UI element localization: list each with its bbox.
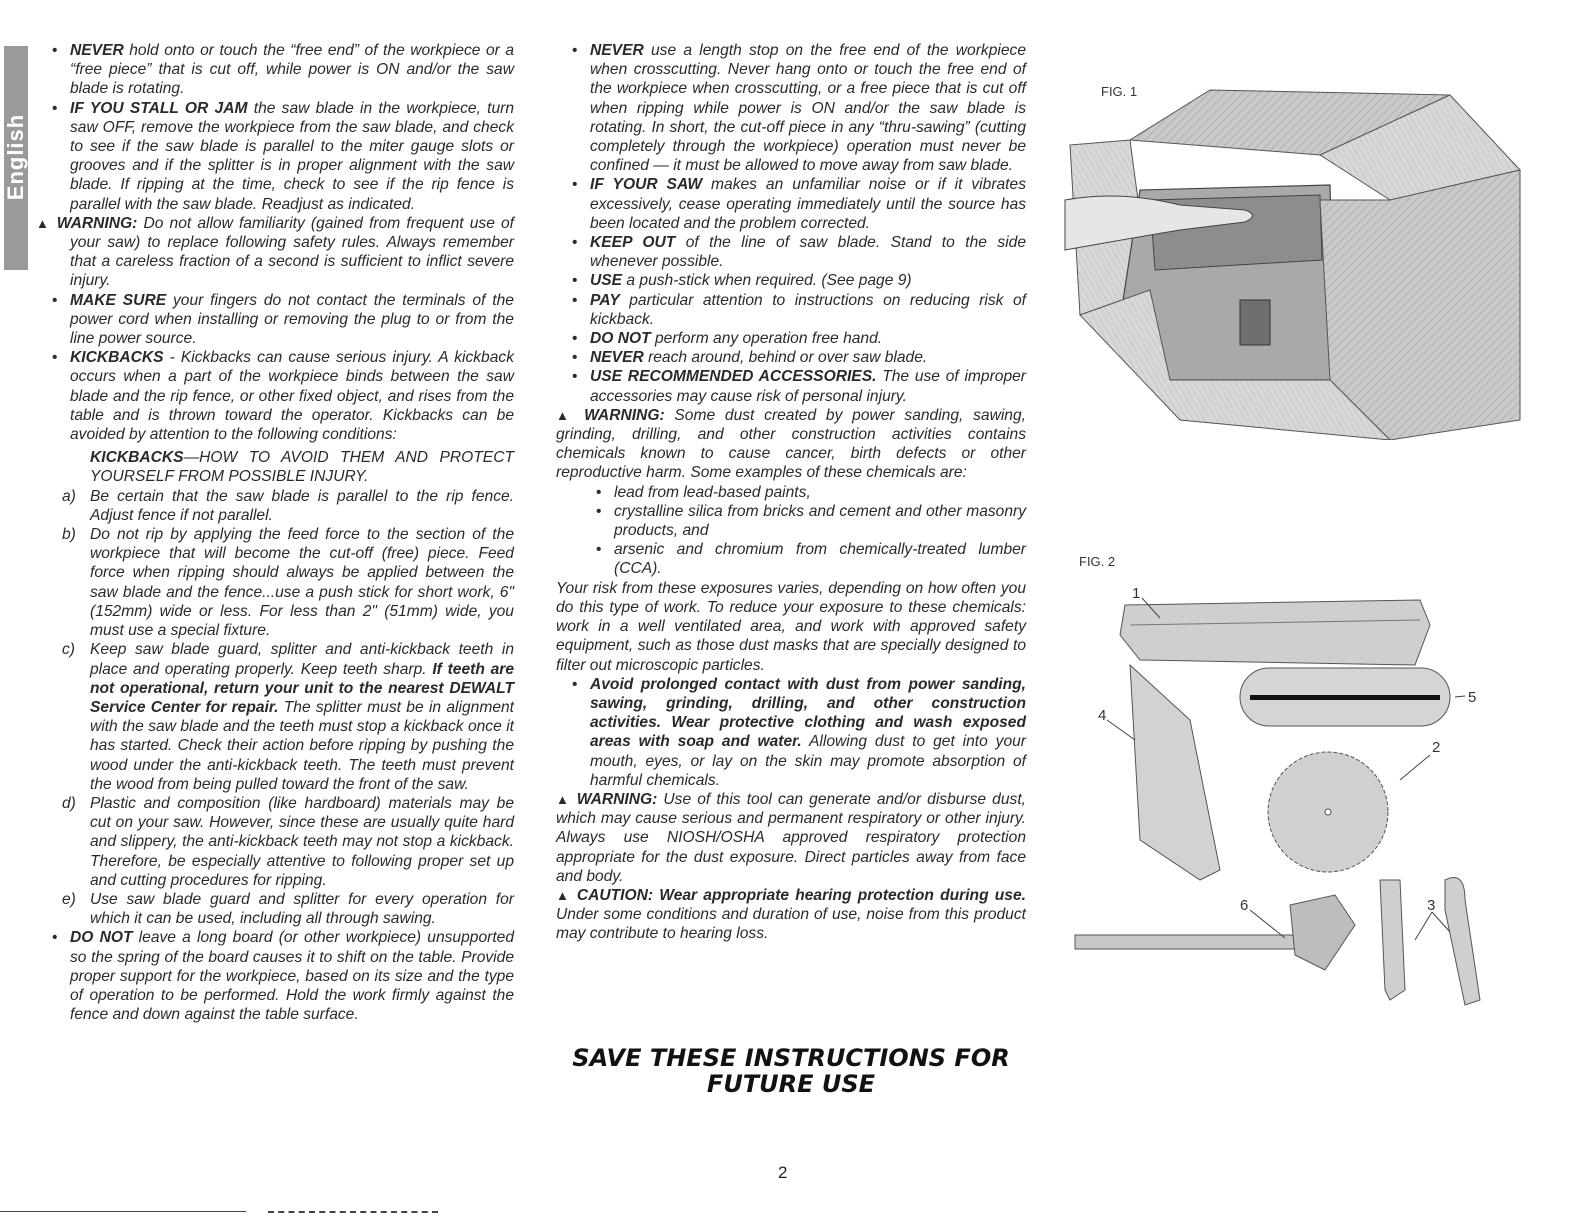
warning-triangle-icon: ▲ xyxy=(36,215,51,231)
callout-5: 5 xyxy=(1468,689,1477,706)
caution-hearing: ▲ CAUTION: Wear appropriate hearing protection during use. Under some conditions and duration of use, noise from this product may contribute to hearing loss. xyxy=(556,886,1026,943)
item-e: e) Use saw blade guard and splitter for every operation for which it can be used, including all through sawing. xyxy=(62,890,514,928)
warning-triangle-icon: ▲ xyxy=(556,791,571,807)
blade-guard-part xyxy=(1120,600,1430,665)
item-d: d) Plastic and composition (like hardboard) materials may be cut on your saw. However, since these are usually quite hard and slippery, the anti-kickback teeth may not stop a kickback. Therefore, be especially attentive to following proper set up and cutting procedures for ripping. xyxy=(62,794,514,889)
miter-gauge-head xyxy=(1290,895,1355,970)
warning-respiratory: ▲ WARNING: Use of this tool can generate and/or disburse dust, which may cause serious and permanent respiratory or other injury. Always use NIOSH/OSHA approved respiratory protection appropriate for the dust exposure. Direct particles away from face and body. xyxy=(556,790,1026,885)
callout-2: 2 xyxy=(1432,739,1441,756)
bullet-stall-jam: • IF YOU STALL OR JAM the saw blade in the workpiece, turn saw OFF, remove the workpiece from the saw blade, and check to see if the saw blade is parallel to the miter gauge slots or grooves and if the splitter is in proper alignment with the saw blade. If ripping at the time, check to see if the rip fence is parallel with the saw blade. Readjust as indicated. xyxy=(36,99,514,214)
callout-3: 3 xyxy=(1427,897,1436,914)
text-column-left xyxy=(36,41,514,1024)
language-tab-label: English xyxy=(3,113,28,201)
miter-gauge-bar xyxy=(1075,935,1295,949)
bullet-make-sure: • MAKE SURE your fingers do not contact the terminals of the power cord when installing or removing the plug to or from the line power source. xyxy=(36,291,514,349)
kickbacks-heading: KICKBACKS—HOW TO AVOID THEM AND PROTECT YOURSELF FROM POSSIBLE INJURY. xyxy=(90,449,514,486)
bullet-use-accessories: • USE RECOMMENDED ACCESSORIES. The use of improper accessories may cause risk of personal injury. xyxy=(556,367,1026,405)
sub-bullet-arsenic: • arsenic and chromium from chemically-treated lumber (CCA). xyxy=(556,540,1026,578)
wrench-part xyxy=(1380,880,1405,1000)
item-b: b) Do not rip by applying the feed force to the section of the workpiece that will become the cut-off (free) piece. Feed force when ripping should always be applied between the saw blade and the fence...use a push stick for short work, 6" (152mm) wide or less. For less than 2" (51mm) wide, you must use a special fixture. xyxy=(62,526,514,640)
warning-familiarity: ▲ WARNING: Do not allow familiarity (gained from frequent use of your saw) to replace following safety rules. Always remember that a careless fraction of a second is sufficient to inflict severe injury. xyxy=(36,214,514,290)
bullet-do-not-free-hand: • DO NOT perform any operation free hand. xyxy=(556,329,1026,348)
bullet-never-length-stop: • NEVER use a length stop on the free end of the workpiece when crosscutting. Never hang onto or touch the free end of the workpiece when crosscutting, or a free piece that is cut off when ripping while power is ON and/or the saw blade is rotating. In short, the cut-off piece in any “thru-sawing” (cutting completely through the workpiece) operation must never be confined — it must be allowed to move away from saw blade. xyxy=(556,41,1026,175)
bullet-kickbacks: • KICKBACKS - Kickbacks can cause serious injury. A kickback occurs when a part of the workpiece binds between the saw blade and the rip fence, or other fixed object, and rises from the table and is thrown toward the operator. Kickbacks can be avoided by attention to the following conditions: xyxy=(36,348,514,444)
fig2-illustration xyxy=(1070,580,1490,1010)
warning-triangle-icon: ▲ xyxy=(556,887,571,903)
sub-bullet-silica: • crystalline silica from bricks and cement and other masonry products, and xyxy=(556,502,1026,540)
bullet-avoid-dust: • Avoid prolonged contact with dust from power sanding, sawing, grinding, drilling, and other construction activities. Wear protective clothing and wash exposed areas with soap and water. Allowing dust to get into your mouth, eyes, or lay on the skin may promote absorption of harmful chemicals. xyxy=(556,675,1026,790)
fig1-illustration xyxy=(1060,80,1530,440)
sub-bullet-lead: • lead from lead-based paints, xyxy=(556,483,1026,502)
footer-rule xyxy=(0,1211,246,1212)
splitter-part xyxy=(1130,665,1220,880)
fig1-label: FIG. 1 xyxy=(1101,84,1138,99)
warning-dust-chemicals: ▲ WARNING: Some dust created by power sanding, sawing, grinding, drilling, and other construction activities contains chemicals known to cause cancer, birth defects or other reproductive harm. Some examples of these chemicals are: xyxy=(556,406,1026,482)
item-a: a) Be certain that the saw blade is parallel to the rip fence. Adjust fence if not parallel. xyxy=(62,487,514,524)
language-tab xyxy=(4,46,28,270)
bullet-use-push-stick: • USE a push-stick when required. (See page 9) xyxy=(556,271,1026,290)
footer-dash xyxy=(268,1211,438,1213)
bullet-if-your-saw: • IF YOUR SAW makes an unfamiliar noise or if it vibrates excessively, cease operating immediately until the source has been located and the problem corrected. xyxy=(556,175,1026,233)
risk-paragraph: Your risk from these exposures varies, depending on how often you do this type of work. To reduce your exposure to these chemicals: work in a well ventilated area, and work with approved safety equipment, such as those dust masks that are specially designed to filter out microscopic particles. xyxy=(556,579,1026,674)
item-c: c) Keep saw blade guard, splitter and anti-kickback teeth in place and operating properly. Keep teeth sharp. If teeth are not operational, return your unit to the nearest DEWALT Service Center for repair. The splitter must be in alignment with the saw blade and the teeth must stop a kickback once it has started. Check their action before ripping by pushing the wood under the anti-kickback teeth. The teeth must prevent the wood from being pulled toward the front of the saw. xyxy=(62,641,515,793)
push-stick-part xyxy=(1445,878,1480,1006)
warning-triangle-icon: ▲ xyxy=(556,407,575,423)
bullet-never-free-end: • NEVER hold onto or touch the “free end” of the workpiece or a “free piece” that is cut off, while power is ON and/or the saw blade is rotating. xyxy=(36,41,514,99)
callout-4: 4 xyxy=(1098,707,1107,724)
bullet-never-reach: • NEVER reach around, behind or over saw blade. xyxy=(556,348,1026,367)
bullet-do-not-long-board: • DO NOT leave a long board (or other workpiece) unsupported so the spring of the board causes it to shift on the table. Provide proper support for the workpiece, based on its size and the type of operation to be performed. Hold the work firmly against the fence and down against the table surface. xyxy=(36,928,514,1024)
page-number: 2 xyxy=(778,1163,788,1182)
callout-6: 6 xyxy=(1240,897,1249,914)
bullet-keep-out: • KEEP OUT of the line of saw blade. Stand to the side whenever possible. xyxy=(556,233,1026,271)
save-instructions-heading: SAVE THESE INSTRUCTIONS FOR FUTURE USE xyxy=(572,1044,1010,1098)
fig2-label: FIG. 2 xyxy=(1079,554,1116,569)
text-column-middle xyxy=(556,41,1026,944)
callout-1: 1 xyxy=(1132,585,1141,602)
bullet-pay-attention: • PAY particular attention to instructions on reducing risk of kickback. xyxy=(556,291,1026,329)
